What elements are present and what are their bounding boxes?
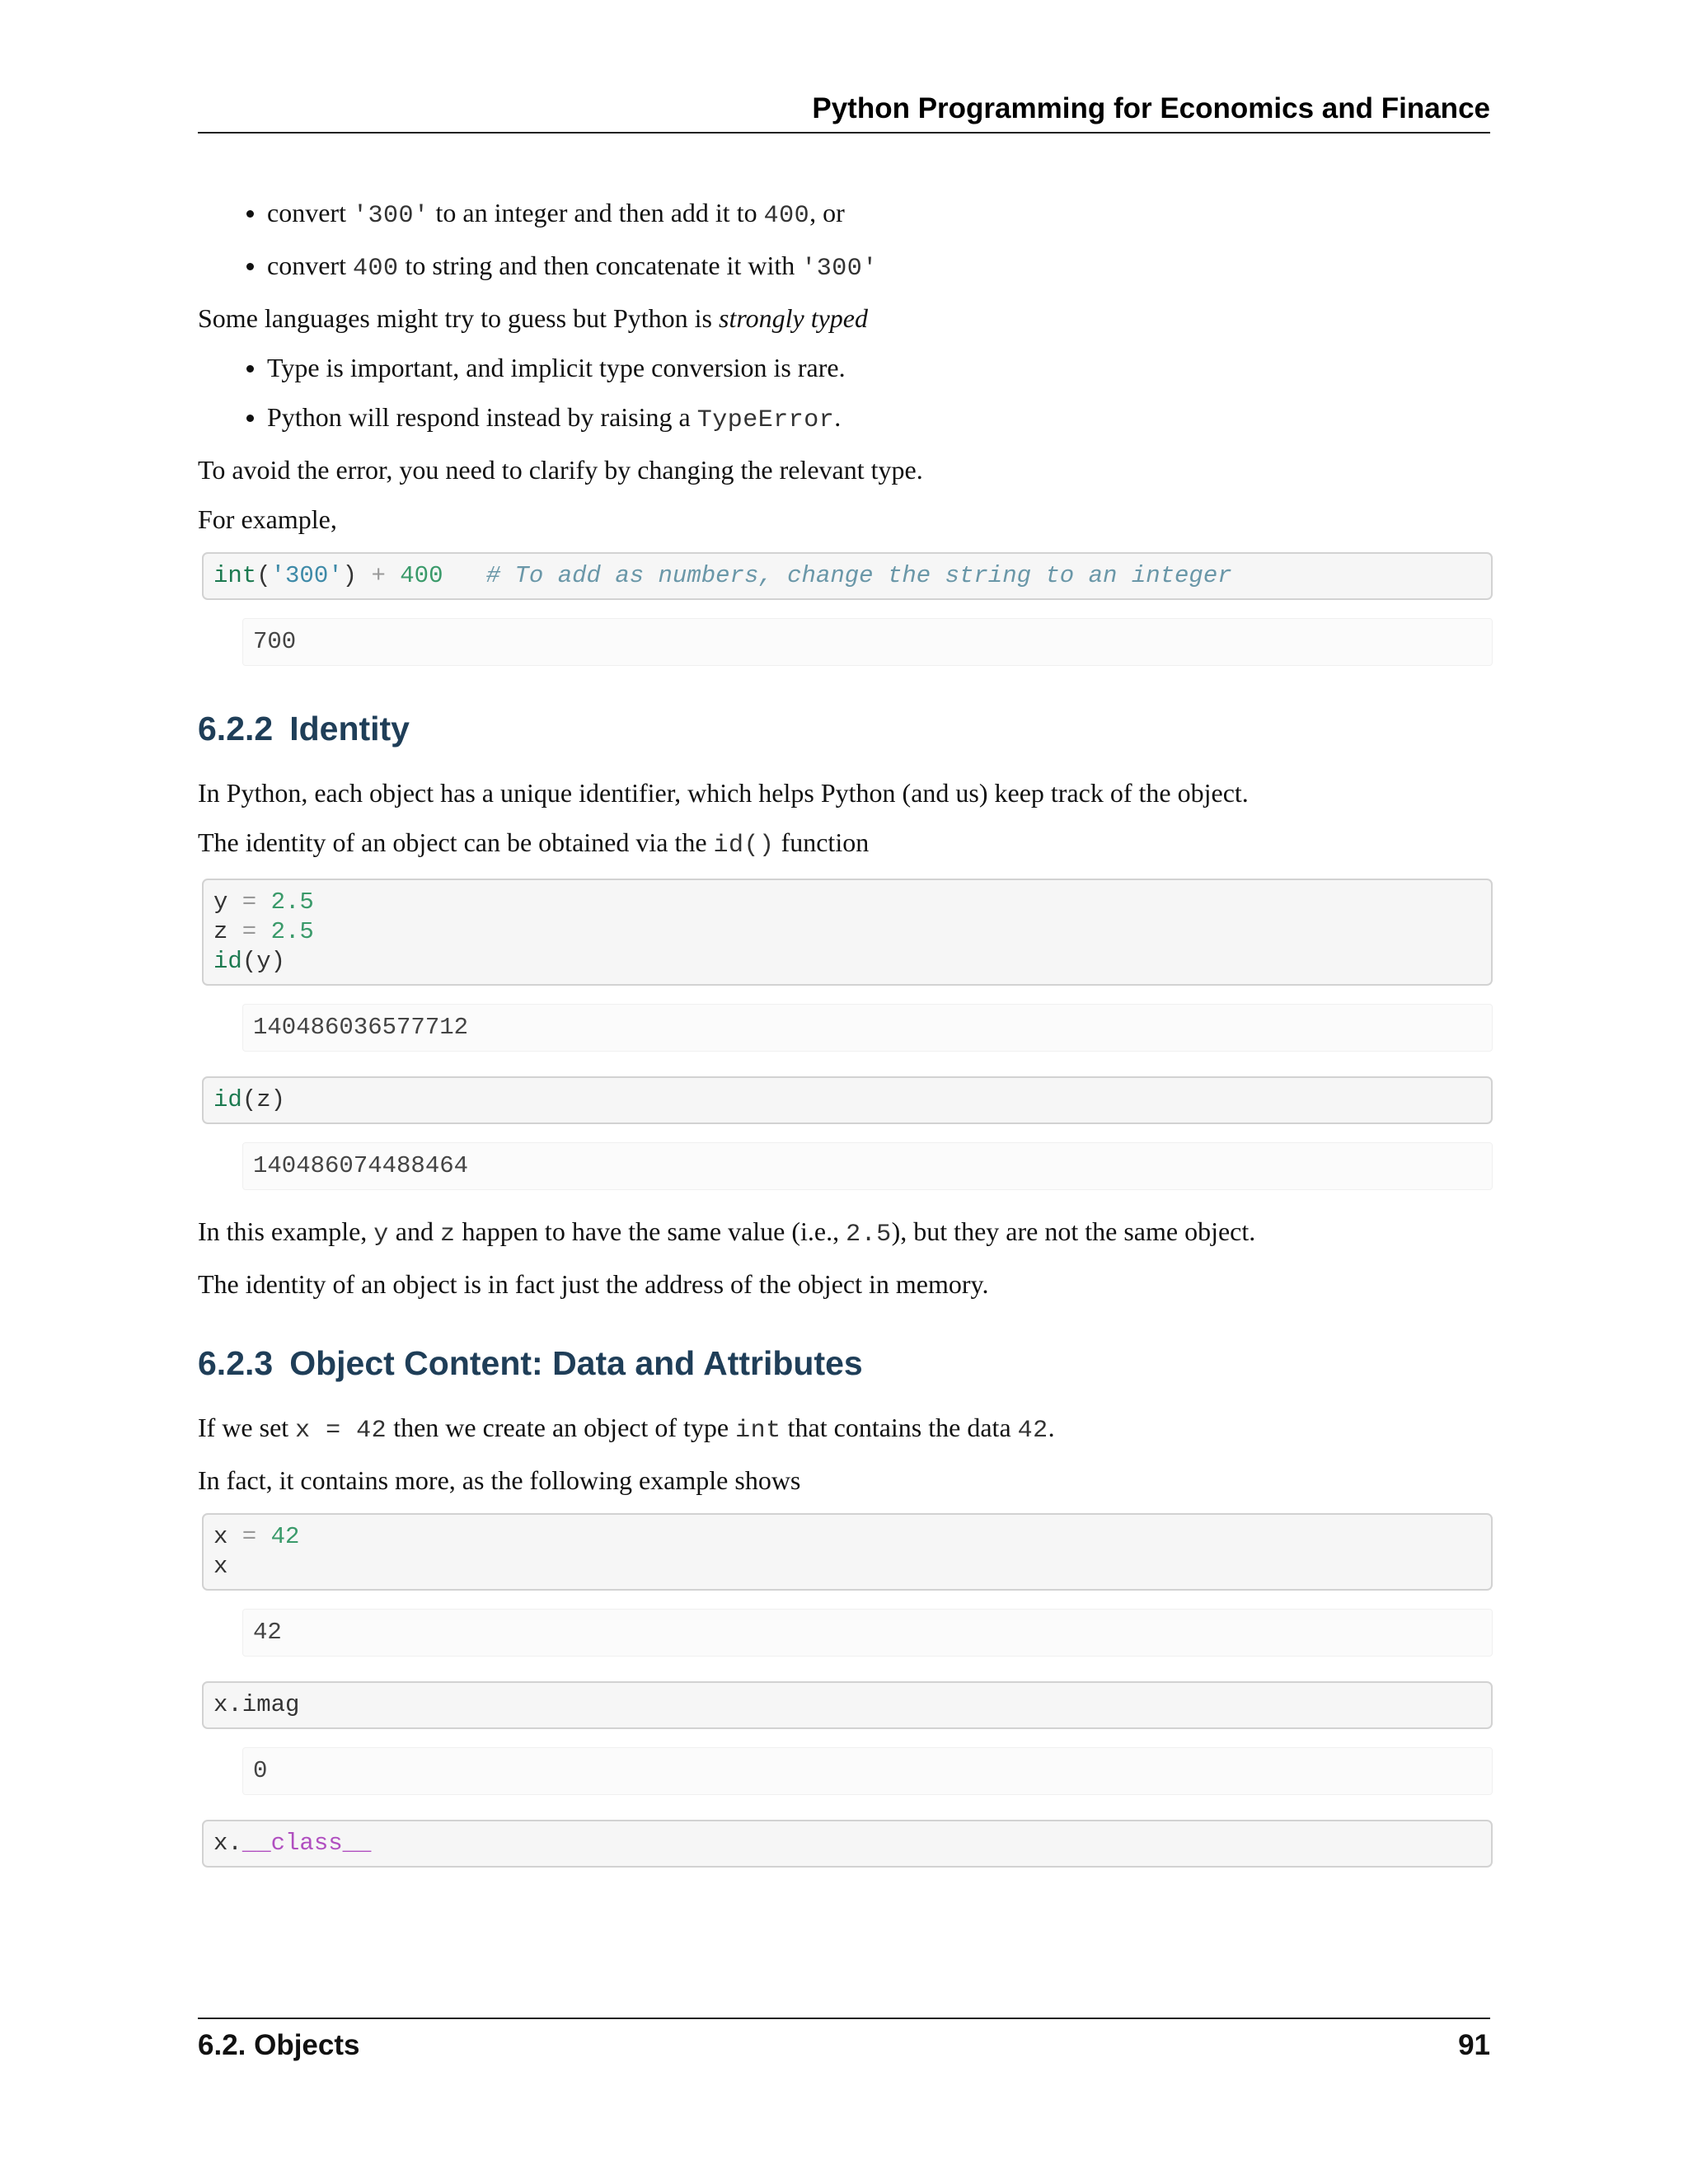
paragraph: In Python, each object has a unique identifier, which helps Python (and us) keep track of the object. — [198, 778, 1249, 808]
output-cell: 700 — [242, 618, 1493, 666]
paragraph-avoid-error: To avoid the error, you need to clarify by changing the relevant type. — [198, 455, 923, 485]
code-cell[interactable]: y = 2.5 z = 2.5 id(y) — [202, 879, 1493, 986]
section-heading-identity: 6.2.2 Identity — [198, 710, 410, 748]
book-title: Python Programming for Economics and Finance — [812, 92, 1490, 124]
code-cell[interactable]: id(z) — [202, 1076, 1493, 1124]
conversion-options-list — [198, 196, 1490, 285]
output-cell: 42 — [242, 1609, 1493, 1657]
list-item: convert '300' to an integer and then add it to 400, or — [267, 196, 1490, 232]
code-cell[interactable]: x.imag — [202, 1681, 1493, 1729]
list-item: Type is important, and implicit type conversion is rare. — [267, 351, 1490, 384]
code-cell[interactable]: x.__class__ — [202, 1820, 1493, 1868]
code-cell[interactable]: x = 42 x — [202, 1513, 1493, 1591]
paragraph: In fact, it contains more, as the following example shows — [198, 1465, 801, 1495]
output-cell: 140486036577712 — [242, 1004, 1493, 1052]
paragraph: The identity of an object is in fact just the address of the object in memory. — [198, 1269, 989, 1299]
list-item: Python will respond instead by raising a TypeError. — [267, 401, 1490, 437]
section-heading-object-content: 6.2.3 Object Content: Data and Attributes — [198, 1344, 863, 1382]
typing-notes-list — [198, 351, 1490, 437]
paragraph-for-example: For example, — [198, 504, 337, 534]
list-item: convert 400 to string and then concatenate it with '300' — [267, 249, 1490, 285]
paragraph: If we set x = 42 then we create an object of type int that contains the data 42. — [198, 1413, 1055, 1445]
footer-section: 6.2. Objects — [198, 2029, 360, 2061]
running-header — [198, 92, 1490, 134]
page-number: 91 — [1458, 2029, 1490, 2061]
paragraph-strongly-typed: Some languages might try to guess but Python is strongly typed — [198, 303, 868, 333]
page-content — [198, 196, 1490, 1886]
code-cell[interactable]: int('300') + 400 # To add as numbers, change the string to an integer — [202, 552, 1493, 600]
paragraph: The identity of an object can be obtained via the id() function — [198, 827, 870, 860]
running-footer — [198, 2018, 1490, 2061]
output-cell: 140486074488464 — [242, 1142, 1493, 1190]
paragraph: In this example, y and z happen to have the same value (i.e., 2.5), but they are not the same object. — [198, 1216, 1256, 1249]
output-cell: 0 — [242, 1747, 1493, 1795]
